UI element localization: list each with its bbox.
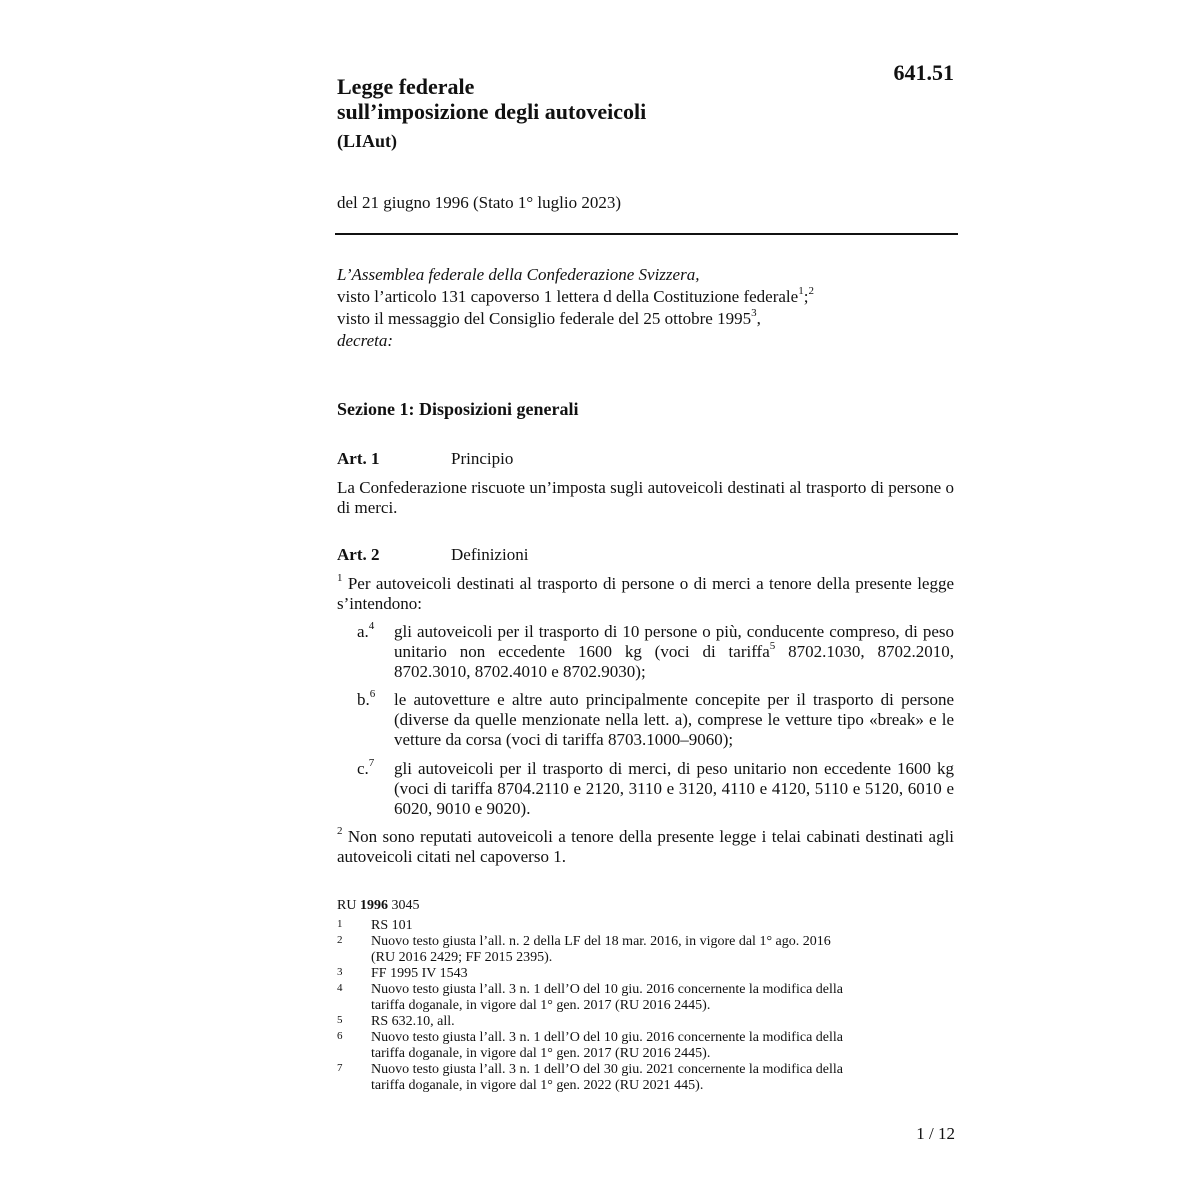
footnote-number: 1 xyxy=(337,918,343,930)
list-item-label xyxy=(357,690,375,710)
article-2-paragraph-2 xyxy=(337,827,954,867)
footnote-text: RS 632.10, all. xyxy=(371,1014,455,1029)
list-item-label xyxy=(357,622,374,642)
footnote-number: 2 xyxy=(337,934,343,946)
preamble-line-1 xyxy=(337,286,957,308)
footnote-ref-4[interactable]: 4 xyxy=(368,620,375,633)
footnote-number: 4 xyxy=(337,982,343,994)
law-date-status: del 21 giugno 1996 (Stato 1° luglio 2023) xyxy=(337,193,621,212)
footnote-text: Nuovo testo giusta l’all. 3 n. 1 dell’O del 10 giu. 2016 concernente la modifica della xyxy=(371,982,843,997)
footnote-ref-7[interactable]: 7 xyxy=(368,757,375,770)
preamble xyxy=(337,264,957,352)
footnote-text-cont: (RU 2016 2429; FF 2015 2395). xyxy=(371,950,553,965)
footnote-text: FF 1995 IV 1543 xyxy=(371,966,468,981)
header-divider xyxy=(335,233,958,235)
preamble-line-2-text: visto il messaggio del Consiglio federale del 25 ottobre 1995 xyxy=(337,309,752,328)
list-item-letter: a. xyxy=(357,622,369,641)
page-number: 1 / 12 xyxy=(916,1124,955,1143)
law-title-line-1: Legge federale xyxy=(337,74,475,99)
list-item-label xyxy=(357,759,374,779)
footnote xyxy=(337,918,927,934)
paragraph-2-text: Non sono reputati autoveicoli a tenore della presente legge i telai cabinati destinati agli autoveicoli citati nel capoverso 1. xyxy=(337,827,955,866)
article-2-heading xyxy=(337,545,528,565)
footnote xyxy=(337,982,927,1014)
preamble-assembly: L’Assemblea federale della Confederazione Svizzera, xyxy=(337,265,700,284)
article-2-title: Definizioni xyxy=(451,545,529,564)
sr-number: 641.51 xyxy=(893,60,954,85)
footnote xyxy=(337,1014,927,1030)
ru-prefix: RU xyxy=(337,898,357,913)
list-item-text: gli autoveicoli per il trasporto di merci, di peso unitario non eccedente 1600 kg (voci di tariffa 8704.2110 e 2120, 3110 e 3120, 4110 e 4120, 5110 e 5120, 6010 e 6020, 9010 e 9020). xyxy=(394,759,954,818)
footnote-text: Nuovo testo giusta l’all. 3 n. 1 dell’O del 30 giu. 2021 concernente la modifica della xyxy=(371,1062,843,1077)
footnote-number: 3 xyxy=(337,966,343,978)
list-item-text: le autovetture e altre auto principalmente concepite per il trasporto di persone (diverse da quelle menzionate nella lett. a), comprese le vetture tipo «break» e le vetture da corsa (voci di tariffa 8703.1000–9060); xyxy=(394,690,954,749)
list-item-letter: b. xyxy=(357,690,370,709)
section-heading: Sezione 1: Disposizioni generali xyxy=(337,399,579,419)
footnote-text: RS 101 xyxy=(371,918,413,933)
article-1-title: Principio xyxy=(451,449,514,468)
footnote-ref-6[interactable]: 6 xyxy=(369,688,376,701)
paragraph-1-text: Per autoveicoli destinati al trasporto di persone o di merci a tenore della presente legge s’intendono: xyxy=(337,574,955,613)
preamble-line-2-end: , xyxy=(756,309,761,328)
list-item xyxy=(357,690,954,750)
article-2-number: Art. 2 xyxy=(337,545,380,564)
footnote-ref-5[interactable]: 5 xyxy=(769,640,776,653)
law-title xyxy=(337,74,646,124)
article-2-paragraph-1 xyxy=(337,574,954,614)
footnote-number: 5 xyxy=(337,1014,343,1026)
law-title-line-2: sull’imposizione degli autoveicoli xyxy=(337,99,647,124)
article-1-text: La Confederazione riscuote un’imposta sugli autoveicoli destinati al trasporto di persone o di merci. xyxy=(337,478,954,517)
footnote-text-cont: tariffa doganale, in vigore dal 1° gen. 2022 (RU 2021 445). xyxy=(371,1078,704,1093)
preamble-line-1-separator: ; xyxy=(803,287,809,306)
preamble-line-2 xyxy=(337,308,957,330)
footnote-ref-1[interactable]: 1 xyxy=(798,285,804,298)
ru-reference xyxy=(337,898,419,914)
list-item xyxy=(357,622,954,682)
article-1-heading xyxy=(337,449,513,469)
footnote-text: Nuovo testo giusta l’all. 3 n. 1 dell’O del 10 giu. 2016 concernente la modifica della xyxy=(371,1030,843,1045)
ru-year: 1996 xyxy=(359,898,388,913)
law-abbreviation: (LIAut) xyxy=(337,131,398,151)
ru-page: 3045 xyxy=(391,898,420,913)
footnote xyxy=(337,1030,927,1062)
preamble-decreta: decreta: xyxy=(337,331,394,350)
article-1-number: Art. 1 xyxy=(337,449,380,468)
footnote-text-cont: tariffa doganale, in vigore dal 1° gen. 2017 (RU 2016 2445). xyxy=(371,1046,711,1061)
paragraph-number: 2 xyxy=(337,825,343,838)
footnote-ref-3[interactable]: 3 xyxy=(751,307,757,320)
footnote-number: 7 xyxy=(337,1062,343,1074)
footnote-text-cont: tariffa doganale, in vigore dal 1° gen. 2017 (RU 2016 2445). xyxy=(371,998,711,1013)
footnote-text: Nuovo testo giusta l’all. n. 2 della LF del 18 mar. 2016, in vigore dal 1° ago. 2016 xyxy=(371,934,831,949)
footnote xyxy=(337,1062,927,1094)
list-item-text-b: 8702.1030, 8702.2010, 8702.3010, 8702.4010 e 8702.9030); xyxy=(394,642,954,681)
paragraph-number: 1 xyxy=(337,572,343,585)
list-item-letter: c. xyxy=(357,759,369,778)
preamble-line-1-text: visto l’articolo 131 capoverso 1 lettera d della Costituzione federale xyxy=(337,287,799,306)
list-item-text-a: gli autoveicoli per il trasporto di 10 persone o più, conducente compreso, di peso unitario non eccedente 1600 kg (voci di tariffa xyxy=(394,622,954,661)
footnote-ref-2[interactable]: 2 xyxy=(808,285,814,298)
footnote xyxy=(337,934,927,966)
footnote-number: 6 xyxy=(337,1030,343,1042)
footnote xyxy=(337,966,927,982)
list-item-text xyxy=(394,622,954,682)
list-item xyxy=(357,759,954,819)
